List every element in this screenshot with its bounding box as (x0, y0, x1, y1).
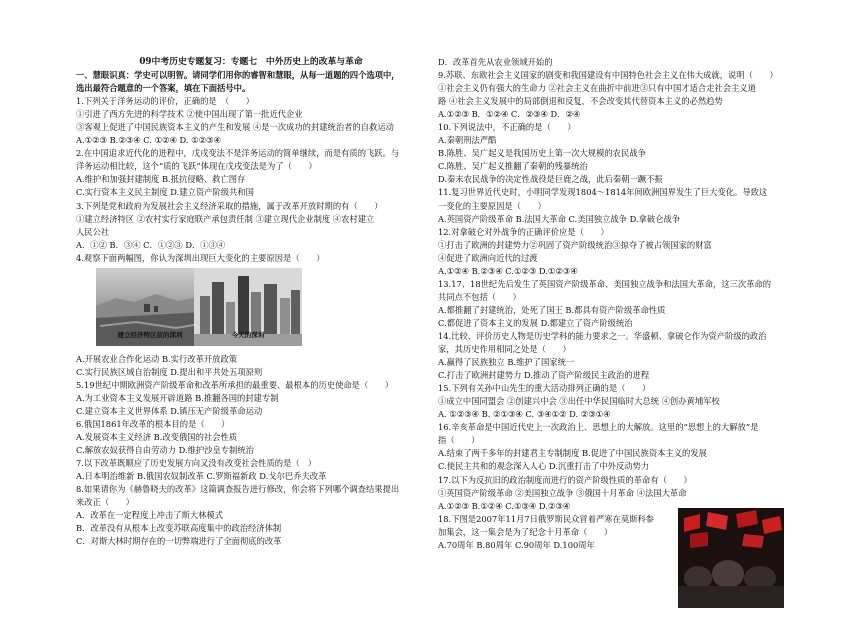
question-text-line: 加集会，这一集会是为了纪念十月革命（ ） (438, 526, 613, 537)
left-questions-part-a (76, 95, 426, 265)
question-text-line: 10.下列说法中，不正确的是（ ） (438, 122, 576, 133)
question-text-line: 9.苏联、东欧社会主义国家的剧变和我国建设有中国特色社会主义在伟大成就，说明（ ） (438, 70, 778, 81)
question-text-line: A.开展农业合作化运动 B.实行改革开放政策 (76, 353, 238, 364)
question-text-line: A.为工业资本主义发展开辟道路 B.推翻各国的封建专制 (76, 392, 279, 403)
question-text-line: 4.观察下面两幅图，你认为深圳出现巨大变化的主要原因是（ ） (76, 252, 325, 263)
question-text-line: ①引进了西方先进的科学技术 ②使中国出现了第一批近代企业 (76, 109, 303, 120)
question-text-line: 家，其历史作用相同之处是（ ） (438, 344, 571, 355)
question-text-line: C.都促进了资本主义的发展 D.都建立了资产阶级统治 (438, 317, 633, 328)
question-text-line: C.使民主共和的观念深入人心 D.沉重打击了中外反动势力 (438, 461, 650, 472)
caption-today: 今天的深圳 (231, 330, 265, 339)
question-text-line: D．改革首先从农业领域开始的 (438, 57, 553, 67)
question-text-line: ④促进了欧洲向近代的过渡 (438, 252, 538, 263)
question-text-line: A.赢得了民族独立 B.维护了国家统一 (438, 357, 575, 368)
shenzhen-today-photo (194, 268, 302, 346)
left-column (76, 56, 426, 548)
left-questions-part-b (76, 353, 426, 549)
question-text-line: C.解放农奴获得自由劳动力 D.维护沙皇专制统治 (76, 445, 254, 456)
shenzhen-photo-pair (76, 268, 426, 350)
page-title: 09中考历史专题复习：专题七 中外历史上的改革与革命 (139, 57, 363, 67)
section-heading-line-1: 一、慧眼识真：学史可以明智。请同学们用你的睿智和慧眼，从每一道题的四个选项中， (76, 70, 400, 81)
question-text-line: A.①②③ B.①②④ C.①③④ D.②③④ (438, 500, 571, 511)
question-text-line: 14.比较、评价历史人物是历史学科的能力要求之一。华盛顿、拿破仑作为资产阶级的政治 (438, 330, 767, 341)
question-text-line: 5.19世纪中期欧洲资产阶级革命和改革所承担的最重要、最根本的历史使命是（ ） (76, 379, 394, 390)
question-text-line: 6.俄国1861年改革的根本目的是（ ） (76, 418, 230, 429)
question-text-line: 2.在中国追求近代化的进程中，戊戌变法不是洋务运动的简单继续，而是有质的飞跃。与 (76, 148, 400, 159)
question-text-line: A.发展资本主义经济 B.改变俄国的社会性质 (76, 432, 238, 443)
question-text-line: 人民公社 (76, 226, 110, 237)
question-text-line: A.①②④ B.②③④ C.①②③ D.①②③④ (438, 265, 578, 276)
caption-before: 建立经济特区前的深圳 (117, 330, 183, 339)
question-text-line: 1.下列关于洋务运动的评价，正确的是 （ ） (76, 96, 255, 107)
question-text-line: A.①②③ B.②③④ C. ①②④ D. ①②③④ (76, 135, 221, 146)
question-text-line: C.陈胜、吴广起义推翻了秦朝的残暴统治 (438, 161, 588, 172)
question-text-line: A.70周年 B.80周年 C.90周年 D.100周年 (438, 539, 595, 550)
question-text-line: B.陈胜、吴广起义是我国历史上第一次大规模的农民战争 (438, 148, 646, 159)
question-text-line: C.建立资本主义世界体系 D.镇压无产阶级革命运动 (76, 405, 263, 416)
question-text-line: 13.17、18世纪先后发生了英国资产阶级革命、美国独立战争和法国大革命，这三次革命的 (438, 278, 772, 289)
question-text-line: ①建立经济特区 ②农村实行家庭联产承包责任制 ③建立现代企业制度 ④农村建立 (76, 213, 375, 224)
moscow-rally-photo (678, 508, 784, 608)
question-text-line: ①成立中国同盟会 ②创建兴中会 ③出任中华民国临时大总统 ④创办黄埔军校 (438, 396, 720, 407)
question-text-line: A.英国资产阶级革命 B.法国大革命 C.美国独立战争 D.拿破仑战争 (438, 213, 681, 224)
question-text-line: 11.复习世界近代史时，小明同学发现1804～1814年间欧洲国界发生了巨大变化。导致这 (438, 187, 768, 198)
section-heading-line-2: 选出最符合题意的一个答案，填在下面括号中。 (76, 83, 251, 94)
question-text-line: B．改革没有从根本上改变苏联高度集中的政治经济体制 (76, 523, 282, 534)
question-text-line: C.实行资本主义民主制度 D.建立资产阶级共和国 (76, 187, 254, 198)
question-text-line: 指（ ） (438, 435, 480, 446)
question-text-line: A．改革在一定程度上冲击了斯大林模式 (76, 510, 224, 521)
question-text-line: A.都推翻了封建统治，处死了国王 B.都具有资产阶级革命性质 (438, 304, 666, 315)
question-text-line: 16.辛亥革命是中国近代史上一次政治上、思想上的大解放。这里的“思想上的大解放”是 (438, 422, 759, 433)
question-text-line: 15.下列有关孙中山先生的重大活动排列正确的是（ ） (438, 383, 651, 394)
question-text-line: ①英国资产阶级革命 ②美国独立战争 ③俄国十月革命 ④法国大革命 (438, 487, 687, 498)
shenzhen-before-photo (96, 268, 204, 346)
question-text-line: A.秦朝刑法严酷 (438, 135, 497, 146)
question-text-line: A. ①②③④ B. ②①③④ C. ③④①② D. ②③①④ (438, 409, 611, 420)
question-text-line: 8.如果请你为《赫鲁晓夫的改革》这篇调查报告进行修改，你会将下列哪个调查结果提出 (76, 484, 400, 495)
question-text-line: 路 ④社会主义发展中的局部倒退和反复，不会改变其代替资本主义的必然趋势 (438, 96, 723, 107)
right-questions (438, 56, 798, 552)
question-text-line: D.秦末农民战争的决定性战役是巨鹿之战，此后秦朝一蹶不振 (438, 174, 663, 185)
question-text-line: C．对斯大林时期存在的一切弊端进行了全面彻底的改革 (76, 536, 282, 547)
question-text-line: 17.以下为反抗旧的政治制度而进行的资产阶级性质的革命有（ ） (438, 474, 692, 485)
question-text-line: 共同点不包括（ ） (438, 291, 521, 302)
question-text-line: 12.对拿破仑对外战争的正确评价应是（ ） (438, 226, 609, 237)
question-text-line: 洋务运动相比较，这个“质的飞跃”体现在戊戌变法是为了（ ） (76, 161, 317, 172)
question-text-line: C.打击了欧洲封建势力 D.推动了资产阶级民主政治的进程 (438, 370, 650, 381)
question-text-line: C.实行民族区域自治制度 D.提出和平共处五项原则 (76, 366, 263, 377)
right-column (438, 56, 798, 552)
question-text-line: 3.下列是党和政府为发展社会主义经济采取的措施，属于改革开放时期的有（ ） (76, 200, 383, 211)
question-text-line: 一变化的主要原因是（ ） (438, 200, 546, 211)
question-text-line: ①打击了欧洲的封建势力②巩固了资产阶级统治③掠夺了被占领国家的财富 (438, 239, 712, 250)
question-text-line: 来改正（ ） (76, 497, 135, 508)
question-text-line: A．①② B．③④ C．①②③ D．①③④ (76, 239, 226, 250)
question-text-line: 18.下图是2007年11月7日俄罗斯民众冒着严寒在莫斯科参 (438, 513, 655, 524)
question-text-line: A.维护和加强封建制度 B.抵抗侵略、救亡图存 (76, 174, 246, 185)
question-text-line: A.①②③ B．①②④ C．②③④ D．②④ (438, 109, 581, 120)
question-text-line: ①社会主义仍有强大的生命力 ②社会主义在曲折中前进③只有中国才适合走社会主义道 (438, 83, 756, 94)
question-text-line: A.日本明治维新 B.俄国农奴制改革 C.罗斯福新政 D.戈尔巴乔夫改革 (76, 471, 327, 482)
question-text-line: A.结束了两千多年的封建君主专制制度 B.促进了中国民族资本主义的发展 (438, 448, 707, 459)
question-text-line: 7.以下改革既顺应了历史发展方向又没有改变社会性质的是（ ） (76, 458, 317, 469)
question-text-line: ③客观上促进了中国民族资本主义的产生和发展 ④是一次成功的封建统治者的自救运动 (76, 122, 394, 133)
